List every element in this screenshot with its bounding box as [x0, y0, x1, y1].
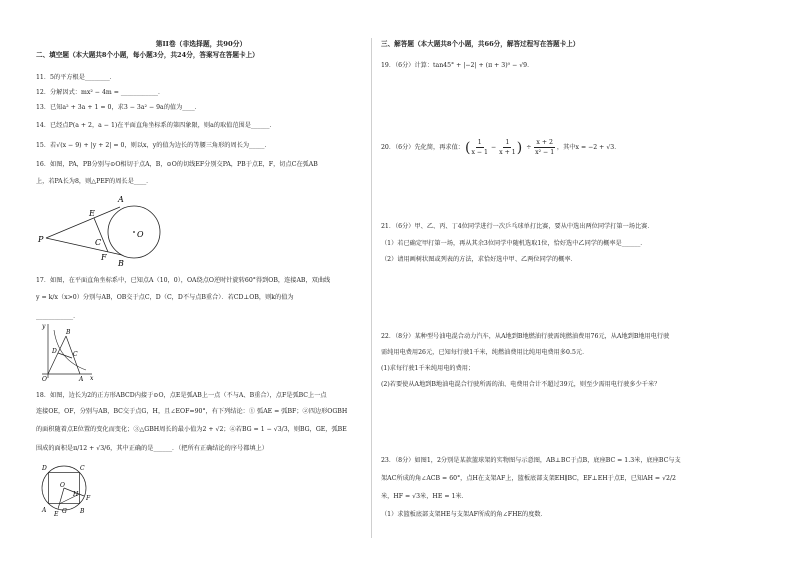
q20-frac3-den: x² − 1: [535, 149, 555, 156]
question-17-line3: ____________．: [36, 313, 80, 320]
question-16-line2: 上，若PA长为8，则△PEF的周长是____．: [36, 178, 153, 185]
fig16-label-C: C: [95, 238, 102, 247]
fig16-label-E: E: [89, 209, 95, 218]
fig18-label-D: D: [42, 465, 47, 472]
left-column: [36, 40, 366, 60]
q20-frac3-num: x + 2: [536, 139, 553, 146]
question-18-line3: 的面积随着点E位置的变化而变化；③△GBH周长的最小值为2 + √2；④若BG = 1 − √3/3，则BG，GE，弧BE: [36, 426, 347, 433]
question-22-line2: 需纯用电费用26元，已知每行驶1千米，纯燃油费用比纯用电费用多0.5元．: [381, 349, 589, 356]
q20-frac2-den: x + 1: [499, 149, 516, 156]
fig18-label-O: O: [60, 482, 65, 489]
part2-title: 第II卷（非选择题，共90分）: [155, 40, 247, 48]
right-column: [381, 40, 761, 49]
question-15: 15．若√(x − 9) + |y + 2| = 0，则以x，y的值为边长的等腰三角形的周长为_____．: [36, 142, 271, 149]
question-13: 13．已知a² + 3a + 1 = 0，求3 − 3a² − 9a的值为____．: [36, 104, 201, 111]
q20-frac3: [534, 138, 555, 157]
fig18-label-E: E: [54, 511, 59, 518]
fig17-label-O: O: [42, 376, 47, 382]
q20-paren-close: ): [516, 139, 523, 156]
fig16-label-P: P: [38, 235, 44, 244]
fig17-label-A: A: [79, 376, 84, 382]
fig16-center-dot: [133, 231, 135, 233]
q20-frac1-num: 1: [477, 139, 482, 146]
fig17-label-B: B: [66, 329, 71, 336]
question-18-line2: 连接OE，OF，分别与AB，BC交于点G，H，且∠EOF=90°，有下列结论：① 弧AE = 弧BF；②四边形OGBH: [36, 408, 348, 415]
figure-18-square-circle: [36, 458, 96, 518]
figure-16-tangent-circle: [36, 190, 176, 270]
fig18-label-C: C: [80, 465, 85, 472]
fig16-line-PA: [46, 207, 120, 238]
figure-17-coordinate: [36, 320, 96, 382]
fig18-line-OE: [58, 488, 64, 509]
question-17-line1: 17．如图，在平面直角坐标系中，已知点A（10，0），OA绕点O逆时针旋转60°得到OB，连接AB，双曲线: [36, 277, 331, 284]
fig18-label-A: A: [42, 507, 47, 514]
fig17-label-y: y: [42, 323, 46, 330]
q20-frac1: [471, 138, 488, 157]
fig16-line-PB: [46, 238, 122, 255]
q20-tail: ，其中x = −2 + √3．: [556, 144, 621, 151]
fig16-label-B: B: [118, 259, 124, 268]
question-23-line2: 架AC所成的角∠ACB = 60°，点H在支架AF上，篮板底部支架EH∥BC，EF⊥EH于点E，已知AH = √2/2: [381, 475, 676, 482]
question-21-line3: （2）请用画树状图或列表的方法，求恰好选中甲、乙两位同学的概率．: [381, 256, 577, 263]
question-22-line4: (2)若要使从A地到B地油电混合行驶所需的油、电费用合计不超过39元，则至少需用电行驶多少千米？: [381, 381, 661, 388]
fig17-label-x: x: [90, 375, 94, 382]
q20-minus: −: [490, 144, 497, 151]
fig18-label-G: G: [62, 508, 67, 515]
question-21-line2: （1）若已确定甲打第一场，再从其余3位同学中随机选取1位，恰好选中乙同学的概率是______．: [381, 240, 647, 247]
question-14: 14．已经点P(a + 2，a − 1)在平面直角坐标系的第四象限，则a的取值范围是______．: [36, 122, 276, 129]
q20-divide: ÷: [526, 144, 532, 151]
column-divider: [371, 38, 372, 538]
question-23-line1: 23．（8分）如图1，2分别是某款篮球架的实物图与示意图，AB⊥BC于点B，底座BC = 1.3米，底座BC与支: [381, 457, 681, 464]
fig17-hyperbola: [54, 330, 86, 370]
q20-frac1-den: x − 1: [471, 149, 488, 156]
fig16-label-A: A: [118, 195, 124, 204]
fig17-label-C: C: [73, 351, 78, 358]
question-20: [381, 138, 620, 157]
question-22-line3: (1)求每行驶1千米纯用电的费用；: [381, 365, 475, 372]
fig17-label-D: D: [52, 348, 57, 355]
q20-frac2: [499, 138, 516, 157]
fig17-line-CD: [58, 353, 72, 358]
question-18-line1: 18．如图，边长为2的正方形ABCD内接于⊙O，点E是弧AB上一点（不与A、B重合），点F是弧BC上一点: [36, 392, 327, 399]
question-22-line1: 22．（8分）某种型号油电混合动力汽车，从A地到B地燃油行驶需纯燃油费用76元，从A地到B地用电行驶: [381, 333, 670, 340]
question-17-line2: y = k/x（x>0）分别与AB，OB交于点C，D（C，D不与点B重合）．若CD⊥OB，则k的值为: [36, 294, 294, 301]
question-19: 19．（6分）计算：tan45° + |−2| + (π + 3)⁰ − √9．: [381, 62, 534, 69]
q20-frac2-num: 1: [505, 139, 510, 146]
fig18-label-B: B: [80, 508, 85, 515]
solve-section-heading: 三、解答题（本大题共8个小题，共66分，解答过程写在答题卡上）: [381, 40, 580, 48]
fig16-label-O: O: [137, 230, 144, 239]
q20-paren-open: (: [464, 139, 471, 156]
fig18-label-F: F: [86, 495, 91, 502]
question-11: 11．5的平方根是________．: [36, 74, 116, 81]
fill-section-heading: 二、填空题（本大题共8个小题，每小题3分，共24分，答案写在答题卡上）: [36, 51, 259, 59]
question-23-line3: 米，HF = √3米，HE = 1米．: [381, 493, 468, 500]
question-21-line1: 21．（6分）甲、乙、丙、丁4位同学进行一次乒乓球单打比赛，要从中选出两位同学打第一场比赛．: [381, 223, 654, 230]
fig16-label-F: F: [101, 253, 107, 262]
question-18-line4: 围成的面积是π/12 + √3/6，其中正确的是______．（把所有正确结论的序号都填上）: [36, 445, 268, 452]
fig18-label-H: H: [73, 491, 79, 498]
q20-lead: 20．（6分）先化简，再求值：: [381, 144, 464, 151]
question-12: 12．分解因式：mx² − 4m = ____________．: [36, 89, 165, 96]
question-16-line1: 16．如图，PA，PB分别与⊙O相切于点A，B，⊙O的切线EF分别交PA，PB于点E，F，切点C在弧AB: [36, 161, 318, 168]
question-23-line4: （1）求篮板底部支架HE与支架AF所成的角∠FHE的度数．: [381, 511, 547, 518]
